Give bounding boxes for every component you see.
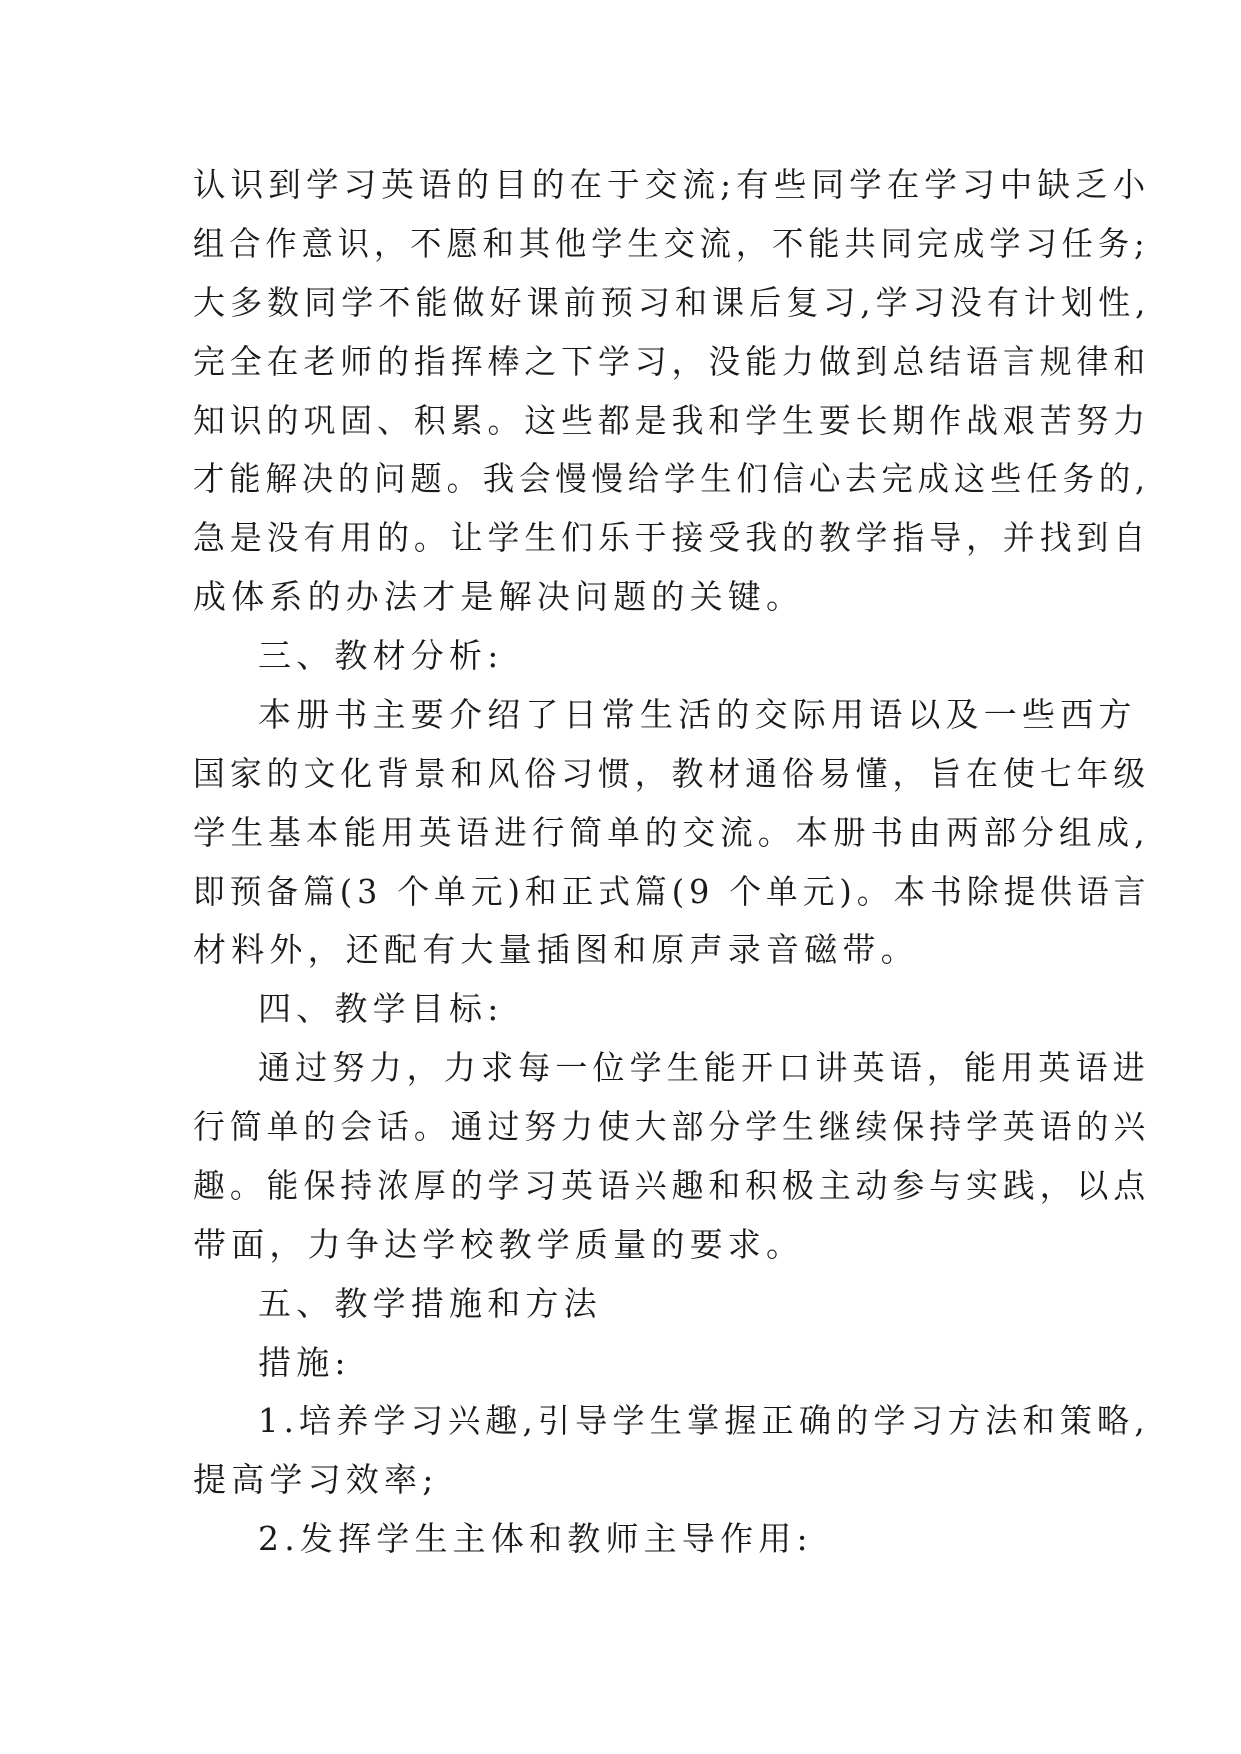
text-line: 行简单的会话。通过努力使大部分学生继续保持学英语的兴 — [193, 1107, 1151, 1146]
text-line: 趣。能保持浓厚的学习英语兴趣和积极主动参与实践，以点 — [193, 1166, 1151, 1205]
list-item: 2.发挥学生主体和教师主导作用: — [258, 1519, 813, 1558]
text-line: 本册书主要介绍了日常生活的交际用语以及一些西方 — [258, 695, 1137, 734]
text-line: 知识的巩固、积累。这些都是我和学生要长期作战艰苦努力 — [193, 401, 1151, 440]
section-heading-materials: 三、教材分析: — [258, 636, 504, 675]
text-line: 国家的文化背景和风俗习惯，教材通俗易懂，旨在使七年级 — [193, 754, 1151, 793]
text-line: 急是没有用的。让学生们乐于接受我的教学指导，并找到自 — [193, 518, 1151, 557]
subheading-measures: 措施: — [258, 1343, 351, 1382]
text-line: 即预备篇(3 个单元)和正式篇(9 个单元)。本书除提供语言 — [193, 872, 1151, 911]
text-line: 学生基本能用英语进行简单的交流。本册书由两部分组成, — [193, 813, 1150, 852]
text-line: 成体系的办法才是解决问题的关键。 — [193, 577, 805, 616]
text-line: 才能解决的问题。我会慢慢给学生们信心去完成这些任务的, — [193, 459, 1150, 498]
text-line: 通过努力，力求每一位学生能开口讲英语，能用英语进 — [258, 1048, 1150, 1087]
list-item: 1.培养学习兴趣,引导学生掌握正确的学习方法和策略, — [258, 1401, 1150, 1440]
text-line: 认识到学习英语的目的在于交流;有些同学在学习中缺乏小 — [193, 165, 1151, 204]
text-line: 提高学习效率; — [193, 1460, 439, 1499]
text-line: 大多数同学不能做好课前预习和课后复习,学习没有计划性, — [193, 283, 1151, 322]
text-line: 组合作意识，不愿和其他学生交流，不能共同完成学习任务; — [193, 224, 1150, 263]
text-line: 材料外，还配有大量插图和原声录音磁带。 — [193, 930, 919, 969]
text-line: 完全在老师的指挥棒之下学习，没能力做到总结语言规律和 — [193, 342, 1151, 381]
text-line: 带面，力争达学校教学质量的要求。 — [193, 1225, 805, 1264]
section-heading-goals: 四、教学目标: — [258, 989, 504, 1028]
section-heading-measures: 五、教学措施和方法 — [258, 1284, 602, 1323]
